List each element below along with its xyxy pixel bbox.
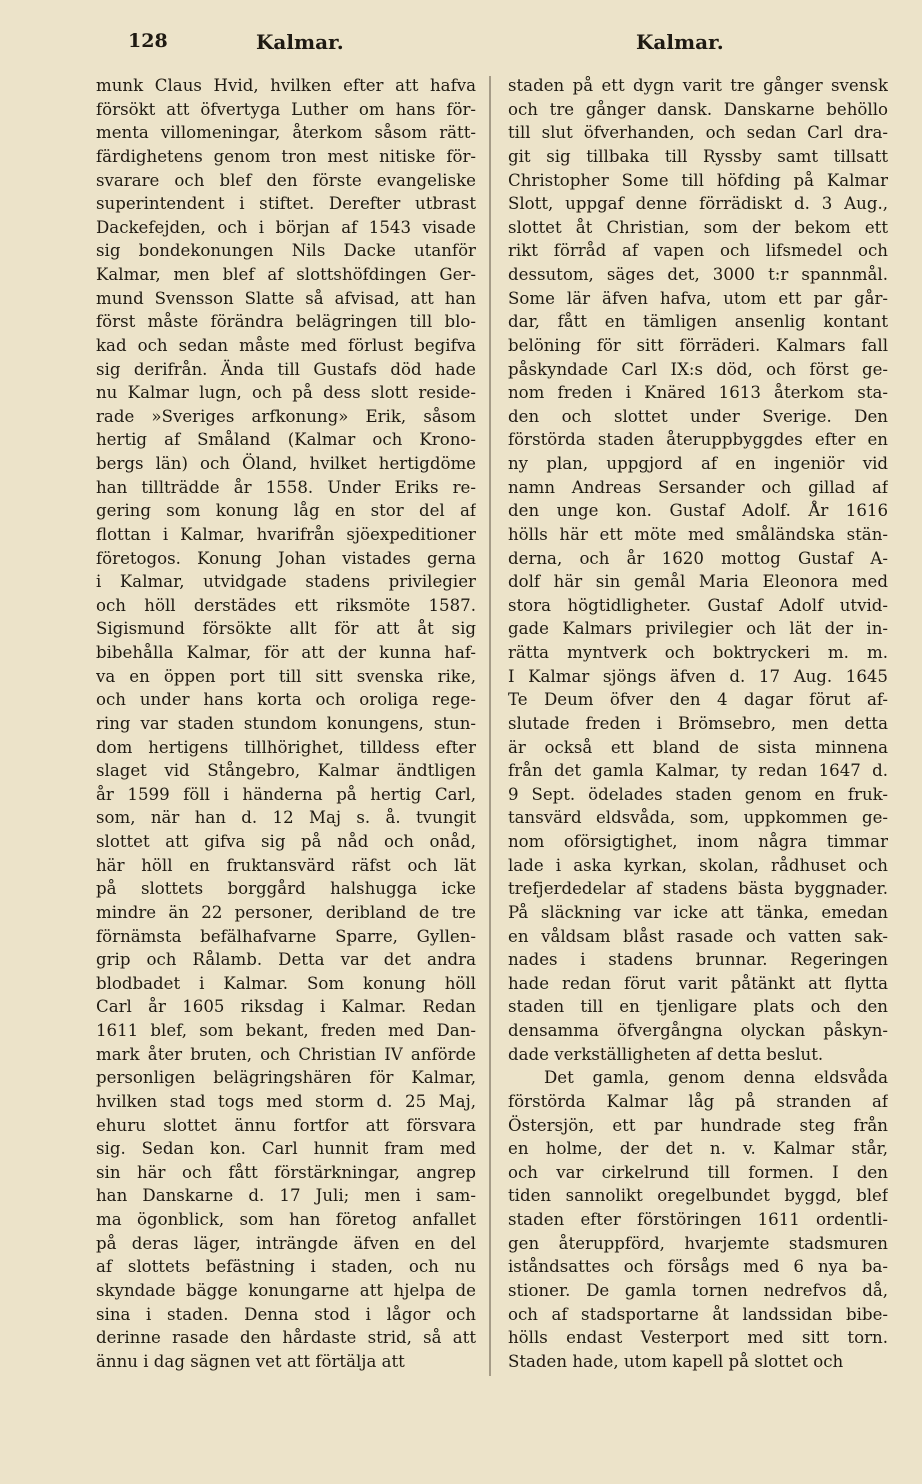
text-line: nom freden i Knäred 1613 återkom sta- bbox=[508, 383, 888, 403]
text-line: sig derifrån. Ända till Gustafs död hade bbox=[96, 359, 476, 379]
text-line: rade »Sveriges arfkonung» Erik, såsom bbox=[96, 406, 476, 426]
text-line: Christopher Some till höfding på Kalmar bbox=[508, 170, 888, 190]
text-line: ehuru slottet ännu fortfor att försvara bbox=[96, 1115, 476, 1135]
running-header bbox=[0, 28, 922, 68]
text-line: tansvärd eldsvåda, som, uppkommen ge- bbox=[508, 808, 888, 828]
text-line: gade Kalmars privilegier och lät der in- bbox=[508, 619, 888, 639]
text-line: gering som konung låg en stor del af bbox=[96, 501, 476, 521]
text-line: grip och Rålamb. Detta var det andra bbox=[96, 950, 476, 970]
text-line: bibehålla Kalmar, för att der kunna haf- bbox=[96, 643, 476, 662]
text-line: trefjerdedelar af stadens bästa byggnader. bbox=[508, 879, 888, 899]
text-line: och tre gånger dansk. Danskarne behöllo bbox=[508, 99, 888, 119]
text-line: dom hertigens tillhörighet, tilldess efter bbox=[96, 737, 476, 757]
text-line: här höll en fruktansvärd räfst och lät bbox=[96, 855, 476, 875]
text-line: hölls endast Vesterport med sitt torn. bbox=[508, 1328, 888, 1348]
text-line: sin här och fått förstärkningar, angrep bbox=[96, 1162, 476, 1182]
text-line: företogos. Konung Johan vistades gerna bbox=[96, 548, 476, 568]
text-line: git sig tillbaka till Ryssby samt tillsatt bbox=[508, 146, 888, 166]
text-line: förnämsta befälhafvarne Sparre, Gyllen- bbox=[96, 926, 476, 946]
text-line: nom oförsigtighet, inom några timmar bbox=[508, 832, 888, 851]
left-running-title: Kalmar. bbox=[256, 30, 344, 54]
text-line: densamma öfvergångna olyckan påskyn- bbox=[508, 1021, 888, 1040]
text-line: af slottets befästning i staden, och nu bbox=[96, 1257, 476, 1277]
text-line: till slut öfverhanden, och sedan Carl dra- bbox=[508, 123, 888, 143]
text-line: munk Claus Hvid, hvilken efter att hafva bbox=[96, 76, 476, 95]
text-line: och höll derstädes ett riksmöte 1587. bbox=[96, 595, 476, 615]
text-line: sig bondekonungen Nils Dacke utanför bbox=[96, 241, 476, 261]
right-text-column bbox=[508, 74, 888, 1373]
text-line: han tillträdde år 1558. Under Eriks re- bbox=[96, 477, 476, 497]
text-line: rikt förråd af vapen och lifsmedel och bbox=[508, 241, 888, 261]
text-line: Carl år 1605 riksdag i Kalmar. Redan bbox=[96, 997, 476, 1017]
text-line: i Kalmar, utvidgade stadens privilegier bbox=[96, 572, 476, 592]
left-text-column bbox=[96, 74, 476, 1373]
text-line: 9 Sept. ödelades staden genom en fruk- bbox=[508, 784, 888, 804]
text-line: på slottets borggård halshugga icke bbox=[96, 879, 476, 899]
text-line: rätta myntverk och boktryckeri m. m. bbox=[508, 643, 888, 662]
text-line: Det gamla, genom denna eldsvåda bbox=[544, 1068, 888, 1088]
text-line: och var cirkelrund till formen. I den bbox=[508, 1162, 888, 1182]
text-line: slutade freden i Brömsebro, men detta bbox=[508, 713, 888, 733]
text-line: menta villomeningar, återkom såsom rätt- bbox=[96, 123, 476, 143]
text-line: flottan i Kalmar, hvarifrån sjöexpeditioner bbox=[96, 524, 476, 544]
text-line: sig. Sedan kon. Carl hunnit fram med bbox=[96, 1139, 476, 1159]
text-line: sina i staden. Denna stod i lågor och bbox=[96, 1304, 476, 1324]
text-line: Staden hade, utom kapell på slottet och bbox=[508, 1351, 844, 1371]
text-line: stora högtidligheter. Gustaf Adolf utvid- bbox=[508, 595, 888, 615]
text-line: slottet åt Christian, som der bekom ett bbox=[508, 217, 888, 237]
text-line: han Danskarne d. 17 Juli; men i sam- bbox=[96, 1186, 476, 1206]
text-line: gen återuppförd, hvarjemte stadsmuren bbox=[508, 1233, 888, 1253]
text-line: hölls här ett möte med småländska stän- bbox=[508, 524, 888, 544]
text-line: från det gamla Kalmar, ty redan 1647 d. bbox=[508, 761, 888, 781]
text-line: en holme, der det n. v. Kalmar står, bbox=[508, 1139, 888, 1159]
text-line: mark åter bruten, och Christian IV anförde bbox=[96, 1044, 476, 1064]
text-line: 1611 blef, som bekant, freden med Dan- bbox=[96, 1021, 476, 1040]
text-line: va en öppen port till sitt svenska rike, bbox=[96, 666, 476, 686]
text-line: ma ögonblick, som han företog anfallet bbox=[96, 1210, 476, 1229]
text-line: dade verkställigheten af detta beslut. bbox=[508, 1044, 824, 1064]
text-line: slottet att gifva sig på nåd och onåd, bbox=[96, 832, 476, 851]
text-line: Slott, uppgaf denne förrädiskt d. 3 Aug., bbox=[508, 194, 888, 214]
text-line: stioner. De gamla tornen nedrefvos då, bbox=[508, 1280, 888, 1300]
text-line: den och slottet under Sverige. Den bbox=[508, 406, 888, 426]
text-line: hertig af Småland (Kalmar och Krono- bbox=[96, 430, 476, 450]
text-line: en våldsam blåst rasade och vatten sak- bbox=[508, 926, 888, 946]
text-line: staden till en tjenligare plats och den bbox=[508, 997, 888, 1017]
text-line: kad och sedan måste med förlust begifva bbox=[96, 335, 476, 355]
text-line: I Kalmar sjöngs äfven d. 17 Aug. 1645 bbox=[508, 666, 888, 686]
text-line: nu Kalmar lugn, och på dess slott reside- bbox=[96, 383, 476, 403]
text-line: påskyndade Carl IX:s död, och först ge- bbox=[508, 359, 888, 379]
text-line: år 1599 föll i händerna på hertig Carl, bbox=[96, 784, 476, 804]
text-line: belöning för sitt förräderi. Kalmars fall bbox=[508, 335, 888, 355]
text-line: namn Andreas Sersander och gillad af bbox=[508, 477, 888, 497]
text-line: tiden sannolikt oregelbundet byggd, blef bbox=[508, 1186, 888, 1206]
column-divider bbox=[489, 76, 491, 1376]
right-running-title: Kalmar. bbox=[636, 30, 724, 54]
text-line: och af stadsportarne åt landssidan bibe- bbox=[508, 1304, 888, 1324]
text-line: iståndsattes och försågs med 6 nya ba- bbox=[508, 1257, 888, 1277]
text-line: mindre än 22 personer, deribland de tre bbox=[96, 902, 476, 922]
text-line: är också ett bland de sista minnena bbox=[508, 737, 888, 757]
text-line: dar, fått en tämligen ansenlig kontant bbox=[508, 312, 888, 332]
text-line: derinne rasade den hårdaste strid, så att bbox=[96, 1328, 476, 1348]
text-line: först måste förändra belägringen till blo- bbox=[96, 312, 476, 332]
text-line: ny plan, uppgjord af en ingeniör vid bbox=[508, 454, 888, 473]
text-line: blodbadet i Kalmar. Som konung höll bbox=[96, 973, 476, 993]
text-line: som, när han d. 12 Maj s. å. tvungit bbox=[96, 808, 476, 828]
text-line: dessutom, säges det, 3000 t:r spannmål. bbox=[508, 265, 888, 284]
text-line: På släckning var icke att tänka, emedan bbox=[508, 902, 888, 922]
text-line: Some lär äfven hafva, utom ett par går- bbox=[508, 288, 888, 308]
text-line: Te Deum öfver den 4 dagar förut af- bbox=[508, 690, 888, 710]
text-line: mund Svensson Slatte så afvisad, att han bbox=[96, 288, 476, 308]
text-line: försökt att öfvertyga Luther om hans för- bbox=[96, 99, 476, 119]
text-line: superintendent i stiftet. Derefter utbrast bbox=[96, 194, 476, 214]
text-line: och under hans korta och oroliga rege- bbox=[96, 690, 476, 710]
page-number: 128 bbox=[128, 30, 168, 52]
text-line: Kalmar, men blef af slottshöfdingen Ger- bbox=[96, 265, 476, 284]
text-line: nades i stadens brunnar. Regeringen bbox=[508, 950, 888, 970]
text-line: på deras läger, inträngde äfven en del bbox=[96, 1233, 476, 1253]
text-line: dolf här sin gemål Maria Eleonora med bbox=[508, 572, 888, 592]
text-line: färdighetens genom tron mest nitiske för- bbox=[96, 146, 476, 166]
text-line: derna, och år 1620 mottog Gustaf A- bbox=[508, 548, 888, 568]
text-line: Sigismund försökte allt för att åt sig bbox=[96, 619, 476, 639]
text-line: förstörda staden återuppbyggdes efter en bbox=[508, 430, 888, 450]
text-line: Östersjön, ett par hundrade steg från bbox=[508, 1115, 888, 1135]
text-line: svarare och blef den förste evangeliske bbox=[96, 170, 476, 190]
text-line: personligen belägringshären för Kalmar, bbox=[96, 1068, 476, 1088]
text-line: ring var staden stundom konungens, stun- bbox=[96, 713, 476, 733]
text-line: hvilken stad togs med storm d. 25 Maj, bbox=[96, 1091, 476, 1111]
text-line: staden efter förstöringen 1611 ordentli- bbox=[508, 1210, 888, 1229]
text-line: skyndade bägge konungarne att hjelpa de bbox=[96, 1280, 476, 1300]
text-line: slaget vid Stångebro, Kalmar ändtligen bbox=[96, 761, 476, 781]
text-line: hade redan förut varit påtänkt att flytta bbox=[508, 973, 888, 993]
text-line: bergs län) och Öland, hvilket hertigdöme bbox=[96, 454, 476, 473]
text-line: staden på ett dygn varit tre gånger svensk bbox=[508, 76, 888, 95]
text-line: Dackefejden, och i början af 1543 visade bbox=[96, 217, 476, 237]
text-line: lade i aska kyrkan, skolan, rådhuset och bbox=[508, 855, 888, 875]
text-line: ännu i dag sägnen vet att förtälja att bbox=[96, 1351, 405, 1371]
text-line: förstörda Kalmar låg på stranden af bbox=[508, 1091, 888, 1111]
text-line: den unge kon. Gustaf Adolf. År 1616 bbox=[508, 501, 888, 521]
